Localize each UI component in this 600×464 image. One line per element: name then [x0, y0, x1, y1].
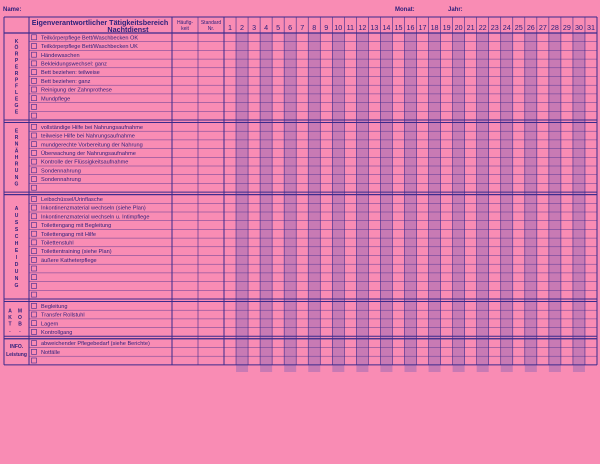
row-checkbox[interactable] [32, 329, 37, 334]
section-label-letter: R [14, 135, 19, 142]
shaded-day-column [332, 33, 344, 372]
row-checkbox[interactable] [32, 96, 37, 101]
section-label-letter: G [14, 283, 19, 290]
activity-label: Mundpflege [41, 96, 71, 103]
day-number-9: 9 [324, 23, 329, 32]
shaded-day-column [453, 33, 465, 372]
row-checkbox[interactable] [32, 196, 37, 201]
row-checkbox[interactable] [32, 358, 37, 363]
activity-label: mundgerechte Vorbereitung der Nahrung [41, 142, 143, 149]
activity-label: abweichender Pflegebedarf (siehe Berichte) [41, 341, 150, 348]
day-number-26: 26 [526, 23, 535, 32]
section-label-letter: U [14, 269, 19, 276]
sheet-title: Eigenverantwortlicher Tätigkeitsbereich [31, 18, 169, 27]
row-checkbox[interactable] [32, 35, 37, 40]
row-checkbox[interactable] [32, 283, 37, 288]
row-checkbox[interactable] [32, 185, 37, 190]
section-label-letter: L [14, 90, 19, 97]
day-number-5: 5 [276, 23, 281, 32]
shaded-day-column [356, 33, 368, 372]
row-checkbox[interactable] [32, 87, 37, 92]
day-number-25: 25 [514, 23, 523, 32]
section-label-letter: Ä [14, 148, 19, 155]
row-checkbox[interactable] [32, 303, 37, 308]
day-number-10: 10 [334, 23, 343, 32]
row-checkbox[interactable] [32, 113, 37, 118]
section-label-letter: H [14, 154, 19, 161]
activity-label: Kontrollgang [41, 329, 73, 336]
day-number-21: 21 [466, 23, 475, 32]
section-label-letter: N [14, 276, 19, 283]
shaded-day-column [236, 33, 248, 372]
section-label-letter: U [14, 168, 19, 175]
section-label-letter: E [14, 248, 19, 255]
section-label-letter: G [14, 181, 19, 188]
activity-label: Toilettengang mit Begleitung [41, 223, 112, 230]
frequency-header: keit [181, 26, 189, 32]
section-label-letter: E [14, 64, 19, 71]
shaded-day-column [308, 33, 320, 372]
day-number-1: 1 [228, 23, 233, 32]
row-checkbox[interactable] [32, 249, 37, 254]
day-number-24: 24 [502, 23, 511, 32]
standard-header: Nr. [207, 26, 215, 32]
shaded-day-column [573, 33, 585, 372]
sheet-subtitle: Nachtdienst [107, 25, 149, 34]
day-number-14: 14 [382, 23, 391, 32]
section-label-letter: E [14, 96, 19, 103]
day-number-3: 3 [252, 23, 257, 32]
activity-label: Notfälle [41, 349, 60, 356]
day-number-27: 27 [538, 23, 547, 32]
day-number-7: 7 [300, 23, 305, 32]
activity-label: Inkontinenzmaterial wechseln u. Intimpflege [41, 214, 150, 221]
activity-label: Leibschüssel/Urinflasche [41, 196, 103, 203]
section-label-letter: N [14, 174, 19, 181]
shaded-day-column [260, 33, 272, 372]
month-label: Monat: [395, 7, 415, 13]
day-number-29: 29 [562, 23, 571, 32]
row-checkbox[interactable] [32, 266, 37, 271]
activity-label: Händewaschen [41, 52, 80, 59]
standard-header: Standard [200, 20, 222, 26]
section-label-letter: N [14, 141, 19, 148]
row-checkbox[interactable] [32, 78, 37, 83]
row-checkbox[interactable] [32, 168, 37, 173]
activity-label: Bett beziehen: ganz [41, 78, 91, 85]
section-label-leistung: Leistung [6, 351, 27, 358]
activity-label: Toilettentraining (siehe Plan) [41, 249, 112, 256]
activity-label: Teilkörperpflege Bett/Waschbecken UK [41, 44, 138, 51]
row-checkbox[interactable] [32, 312, 37, 317]
row-checkbox[interactable] [32, 214, 37, 219]
shaded-day-column [501, 33, 513, 372]
activity-label: Begleitung [41, 303, 68, 310]
row-checkbox[interactable] [32, 257, 37, 262]
shaded-day-column [525, 33, 537, 372]
section-label-letter: H [14, 241, 19, 248]
section-label-letter: S [14, 220, 19, 227]
row-checkbox[interactable] [32, 177, 37, 182]
row-checkbox[interactable] [32, 349, 37, 354]
row-checkbox[interactable] [32, 159, 37, 164]
section-label-letter: I [15, 255, 18, 262]
row-checkbox[interactable] [32, 124, 37, 129]
activity-label: Sondennahrung [41, 168, 81, 175]
section-label-letter: D [14, 262, 19, 269]
shaded-day-column [477, 33, 489, 372]
row-checkbox[interactable] [32, 292, 37, 297]
day-number-19: 19 [442, 23, 451, 32]
section-label-letter: O [18, 315, 22, 321]
section-label-letter: A [14, 206, 19, 213]
row-checkbox[interactable] [32, 70, 37, 75]
day-number-28: 28 [550, 23, 559, 32]
activity-label: Lagern [41, 321, 59, 328]
section-label-letter: S [14, 227, 19, 234]
day-number-17: 17 [418, 23, 427, 32]
row-checkbox[interactable] [32, 44, 37, 49]
row-checkbox[interactable] [32, 321, 37, 326]
activity-label: teilweise Hilfe bei Nahrungsaufnahme [41, 133, 135, 140]
section-label-letter: Ö [14, 45, 19, 52]
activity-label: Bett beziehen: teilweise [41, 70, 100, 77]
section-label-letter: F [14, 83, 19, 90]
section-label-letter: B [18, 321, 22, 328]
row-checkbox[interactable] [32, 133, 37, 138]
section-label-letter: A [8, 308, 12, 315]
activity-label: äußere Katheterpflege [41, 257, 97, 264]
section-label-letter: R [14, 51, 19, 58]
day-number-4: 4 [264, 23, 269, 32]
day-number-18: 18 [430, 23, 439, 32]
shaded-day-column [549, 33, 561, 372]
activity-label: Sondennahrung [41, 177, 81, 184]
row-checkbox[interactable] [32, 275, 37, 280]
section-label-letter: P [14, 77, 19, 84]
row-checkbox[interactable] [32, 150, 37, 155]
day-number-22: 22 [478, 23, 487, 32]
name-label: Name: [3, 7, 22, 13]
activity-label: Überwachung der Nahrungsaufnahme [41, 150, 136, 157]
section-label-letter: E [14, 128, 19, 135]
row-checkbox[interactable] [32, 341, 37, 346]
day-number-12: 12 [358, 23, 367, 32]
activity-label: Toilettengang mit Hilfe [41, 231, 97, 238]
section-label-letter: R [14, 70, 19, 77]
row-checkbox[interactable] [32, 223, 37, 228]
day-number-16: 16 [406, 23, 415, 32]
day-number-20: 20 [454, 23, 463, 32]
activity-label: vollständige Hilfe bei Nahrungsaufnahme [41, 124, 143, 131]
section-label-letter: K [8, 315, 12, 321]
row-checkbox[interactable] [32, 240, 37, 245]
section-label-letter: E [14, 109, 19, 116]
year-label: Jahr: [448, 7, 463, 13]
day-number-2: 2 [240, 23, 245, 32]
shaded-day-column [404, 33, 416, 372]
row-checkbox[interactable] [32, 52, 37, 57]
row-checkbox[interactable] [32, 61, 37, 66]
day-number-30: 30 [574, 23, 583, 32]
shaded-day-column [380, 33, 392, 372]
activity-label: Bekleidungswechsel: ganz [41, 61, 107, 68]
section-label-letter: T [8, 321, 12, 328]
section-label-letter: R [14, 161, 19, 168]
section-label-letter: U [14, 213, 19, 220]
shaded-day-column [429, 33, 441, 372]
row-checkbox[interactable] [32, 104, 37, 109]
day-number-6: 6 [288, 23, 293, 32]
activity-label: Reinigung der Zahnprothese [41, 87, 112, 94]
section-label-info: INFO. [9, 343, 24, 350]
day-number-31: 31 [586, 23, 595, 32]
activity-label: Inkontinenzmaterial wechseln (siehe Plan) [41, 205, 146, 212]
section-label-letter: . [9, 328, 11, 334]
activity-label: Toilettenstuhl [41, 240, 74, 247]
frequency-header: Häufig- [176, 20, 194, 26]
day-number-15: 15 [394, 23, 403, 32]
activity-label: Kontrolle der Flüssigkeitsaufnahme [41, 159, 129, 166]
activity-label: Teilkörperpflege Bett/Waschbecken OK [41, 35, 139, 42]
section-label-letter: P [14, 58, 19, 65]
day-number-13: 13 [370, 23, 379, 32]
section-label-letter: . [19, 328, 21, 334]
section-label-letter: G [14, 102, 19, 109]
section-label-letter: M [17, 308, 23, 315]
row-checkbox[interactable] [32, 142, 37, 147]
row-checkbox[interactable] [32, 205, 37, 210]
section-label-letter: C [14, 234, 19, 241]
day-number-23: 23 [490, 23, 499, 32]
activity-label: Transfer Rollstuhl [41, 312, 85, 319]
section-label-letter: K [14, 38, 19, 45]
row-checkbox[interactable] [32, 231, 37, 236]
shaded-day-column [284, 33, 296, 372]
day-number-8: 8 [312, 23, 317, 32]
day-number-11: 11 [346, 23, 355, 32]
